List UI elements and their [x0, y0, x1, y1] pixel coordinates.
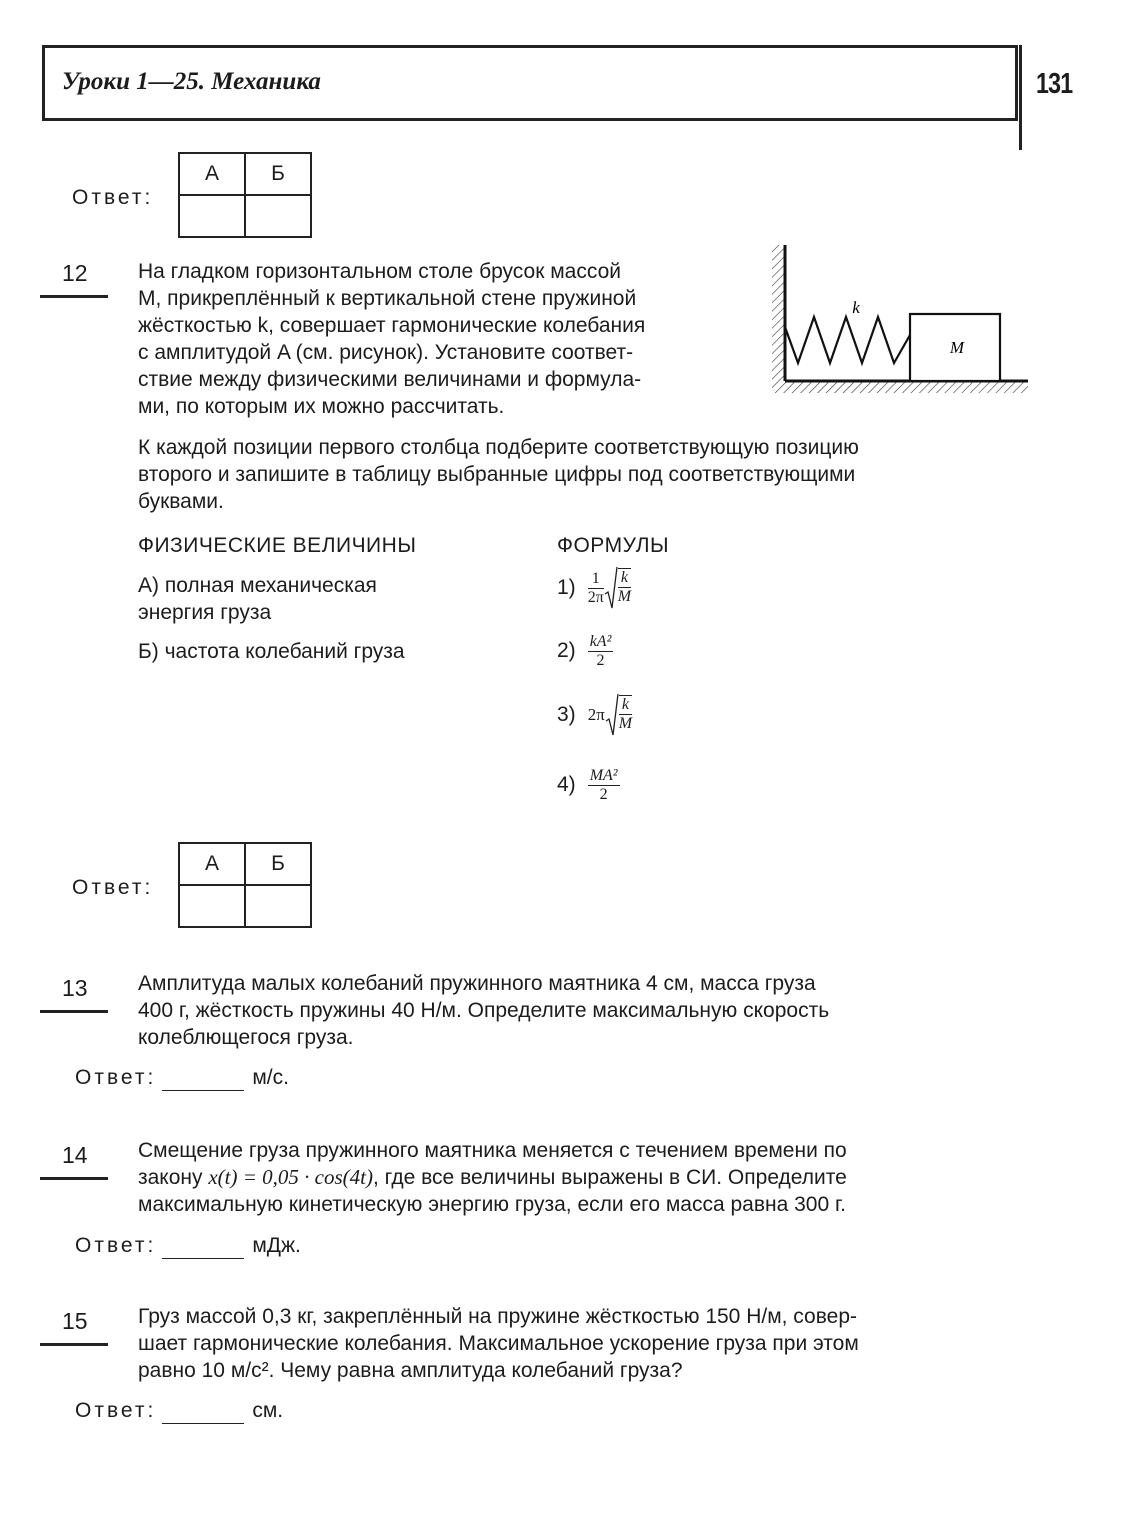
task12-line: M, прикреплённый к вертикальной стене пружиной: [138, 287, 637, 310]
task15-line: шает гармонические колебания. Максимальное ускорение груза при этом: [138, 1332, 859, 1355]
answer-unit: см.: [252, 1399, 284, 1422]
answer-blank[interactable]: [162, 1066, 244, 1091]
answer-col-a-header: А: [179, 843, 245, 885]
radicand-numerator: k: [618, 569, 631, 588]
fraction-numerator: MA²: [589, 766, 618, 784]
task12-line: жёсткостью k, совершает гармонические колебания: [138, 314, 646, 337]
answer-col-a-header: А: [179, 153, 245, 195]
task13-line: Амплитуда малых колебаний пружинного маятника 4 см, масса груза: [138, 972, 816, 995]
answer-table-11: [178, 152, 312, 238]
task-marker-13: [40, 1010, 108, 1013]
task14-line: [138, 1164, 1026, 1191]
formula-3-radicand: [619, 695, 632, 733]
formula-3-coefficient: 2π: [587, 705, 605, 724]
answer-unit: мДж.: [252, 1234, 301, 1257]
task15-text: [138, 1303, 1026, 1384]
task12-text: [138, 258, 750, 420]
task13-text: [138, 970, 1026, 1051]
fraction-numerator: kA²: [589, 632, 612, 650]
page-number: 131: [1036, 68, 1073, 100]
mass-label: M: [949, 338, 965, 357]
answer-col-b-header: Б: [245, 843, 311, 885]
formula-1-label: 1): [557, 576, 576, 599]
task12-line: ствие между физическими величинами и формула-: [138, 368, 642, 391]
answer-label: Ответ:: [75, 1399, 157, 1422]
task-marker-12: [40, 295, 108, 298]
task14-line2-start: закону: [138, 1166, 209, 1189]
formula-4-label: 4): [557, 773, 576, 796]
answer-label: Ответ:: [75, 1234, 157, 1257]
formula-1: [557, 565, 631, 611]
task-marker-14: [40, 1177, 108, 1180]
radicand-denominator: M: [618, 715, 633, 732]
task14-line2-end: , где все величины выражены в СИ. Определите: [372, 1166, 847, 1189]
page-title: Уроки 1—25. Механика: [62, 68, 321, 95]
task14-formula: x(t) = 0,05 · cos(4t): [208, 1165, 373, 1189]
task-number-12: 12: [62, 260, 88, 286]
radicand-denominator: M: [617, 588, 632, 605]
answer-cell-b[interactable]: [245, 885, 311, 927]
task12-line: ми, по которым их можно рассчитать.: [138, 395, 505, 418]
fraction-denominator: 2: [596, 651, 605, 669]
instruction-line: буквами.: [138, 490, 224, 513]
task-number-15: 15: [62, 1308, 88, 1334]
formula-3: [557, 692, 632, 738]
formula-2-label: 2): [557, 639, 576, 662]
task-number-13: 13: [62, 975, 88, 1001]
spring: [785, 317, 910, 363]
answer-col-b-header: Б: [245, 153, 311, 195]
answer-cell-a[interactable]: [179, 885, 245, 927]
answer-unit: м/с.: [252, 1066, 289, 1089]
quantity-b: Б) частота колебаний груза: [138, 640, 405, 663]
task13-line: колеблющегося груза.: [138, 1026, 354, 1049]
answer-label: Ответ:: [72, 876, 154, 899]
header-divider: [1019, 45, 1022, 150]
formula-2: [557, 628, 613, 674]
task15-line: равно 10 м/с². Чему равна амплитуда колебаний груза?: [138, 1359, 683, 1382]
task14-line: максимальную кинетическую энергию груза, если его масса равна 300 г.: [138, 1193, 846, 1216]
sqrt-sign: [604, 566, 618, 610]
quantities-header: ФИЗИЧЕСКИЕ ВЕЛИЧИНЫ: [138, 534, 417, 557]
answer-cell-a[interactable]: [179, 195, 245, 237]
formula-1-radicand: [618, 568, 631, 606]
task14-text: [138, 1137, 1026, 1218]
spring-label: k: [852, 298, 860, 317]
formula-4-fraction: [588, 767, 620, 804]
task15-answer: [75, 1399, 283, 1424]
task-marker-15: [40, 1343, 108, 1346]
instruction-line: второго и запишите в таблицу выбранные цифры под соответствующими: [138, 463, 856, 486]
task13-line: 400 г, жёсткость пружины 40 Н/м. Определите максимальную скорость: [138, 999, 830, 1022]
task14-line: Смещение груза пружинного маятника меняется с течением времени по: [138, 1139, 847, 1162]
quantity-a: [138, 572, 377, 626]
fraction-denominator: 2π: [587, 588, 604, 606]
answer-blank[interactable]: [162, 1234, 244, 1259]
task12-line: На гладком горизонтальном столе брусок массой: [138, 260, 621, 283]
task12-instruction: [138, 434, 1026, 515]
answer-label: Ответ:: [75, 1066, 157, 1089]
task12-line: с амплитудой A (см. рисунок). Установите соответ-: [138, 341, 634, 364]
task14-answer: [75, 1234, 301, 1259]
instruction-line: К каждой позиции первого столбца подберите соответствующую позицию: [138, 436, 859, 459]
task-number-14: 14: [62, 1142, 88, 1168]
fraction-denominator: 2: [599, 785, 608, 803]
formula-4: [557, 762, 620, 808]
fraction-numerator: 1: [588, 570, 604, 589]
spring-mass-figure: [770, 245, 1032, 395]
answer-label: Ответ:: [72, 186, 154, 209]
wall-hatch: [772, 245, 785, 381]
answer-blank[interactable]: [162, 1399, 244, 1424]
task13-answer: [75, 1066, 289, 1091]
formula-1-fraction: [588, 570, 604, 607]
formula-3-label: 3): [557, 703, 576, 726]
task15-line: Груз массой 0,3 кг, закреплённый на пружине жёсткостью 150 Н/м, совер-: [138, 1305, 857, 1328]
sqrt-sign: [605, 693, 619, 737]
radicand-numerator: k: [619, 696, 632, 715]
quantity-a-line: А) полная механическая: [138, 574, 377, 597]
formulas-header: ФОРМУЛЫ: [557, 534, 670, 557]
quantity-a-line: энергия груза: [138, 601, 272, 624]
answer-cell-b[interactable]: [245, 195, 311, 237]
answer-table-12: [178, 842, 312, 928]
table-hatch: [772, 381, 1028, 393]
formula-2-fraction: [588, 633, 614, 670]
